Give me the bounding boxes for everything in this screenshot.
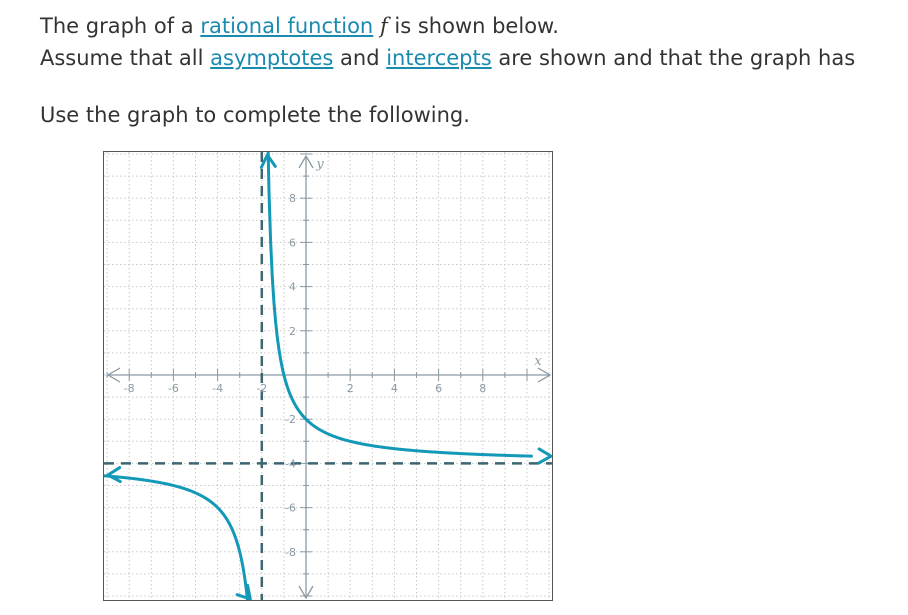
y-tick-label: 2 [289, 324, 296, 338]
y-tick-label: -4 [285, 457, 296, 471]
x-tick-label: 6 [435, 382, 443, 395]
intro-text: The graph of a [40, 14, 201, 38]
y-tick-label: -6 [285, 501, 296, 515]
instruction-line: Use the graph to complete the following. [40, 103, 470, 127]
curve-branch-left [104, 475, 250, 601]
x-tick-label: -2 [256, 382, 268, 395]
intro-text: is shown below. [387, 14, 559, 38]
intro-line-1 [40, 12, 559, 40]
curves [104, 152, 551, 601]
graph-panel [103, 151, 553, 601]
y-axis-label: y [316, 157, 324, 172]
x-tick-label: 2 [346, 382, 354, 395]
curve-branch-right [267, 152, 531, 456]
curve-arrow-left [108, 468, 120, 482]
x-axis-label: x [534, 354, 542, 369]
y-tick-label: 8 [289, 192, 296, 206]
rational-function-graph [104, 152, 553, 601]
x-tick-label: -8 [123, 382, 135, 395]
intro-line-2 [40, 44, 855, 72]
curve-arrow-bottom [237, 585, 250, 599]
x-tick-label: -6 [167, 382, 179, 395]
intro-text: Assume that all [40, 46, 211, 70]
tick-labels [124, 157, 543, 559]
intro-text: are shown and that the graph has [491, 46, 856, 70]
x-tick-label: -4 [212, 382, 224, 395]
y-tick-label: 6 [289, 236, 296, 250]
intercepts-link[interactable]: intercepts [386, 46, 492, 70]
x-tick-label: 4 [390, 382, 398, 395]
y-tick-label: 4 [289, 280, 296, 294]
asymptotes-link[interactable]: asymptotes [210, 46, 334, 70]
y-tick-label: -2 [285, 413, 296, 427]
intro-text: and [333, 46, 387, 70]
x-tick-label: 8 [479, 382, 487, 395]
rational-function-link[interactable]: rational function [200, 14, 374, 38]
y-tick-label: -8 [285, 545, 296, 559]
function-variable-f: f [379, 14, 388, 38]
